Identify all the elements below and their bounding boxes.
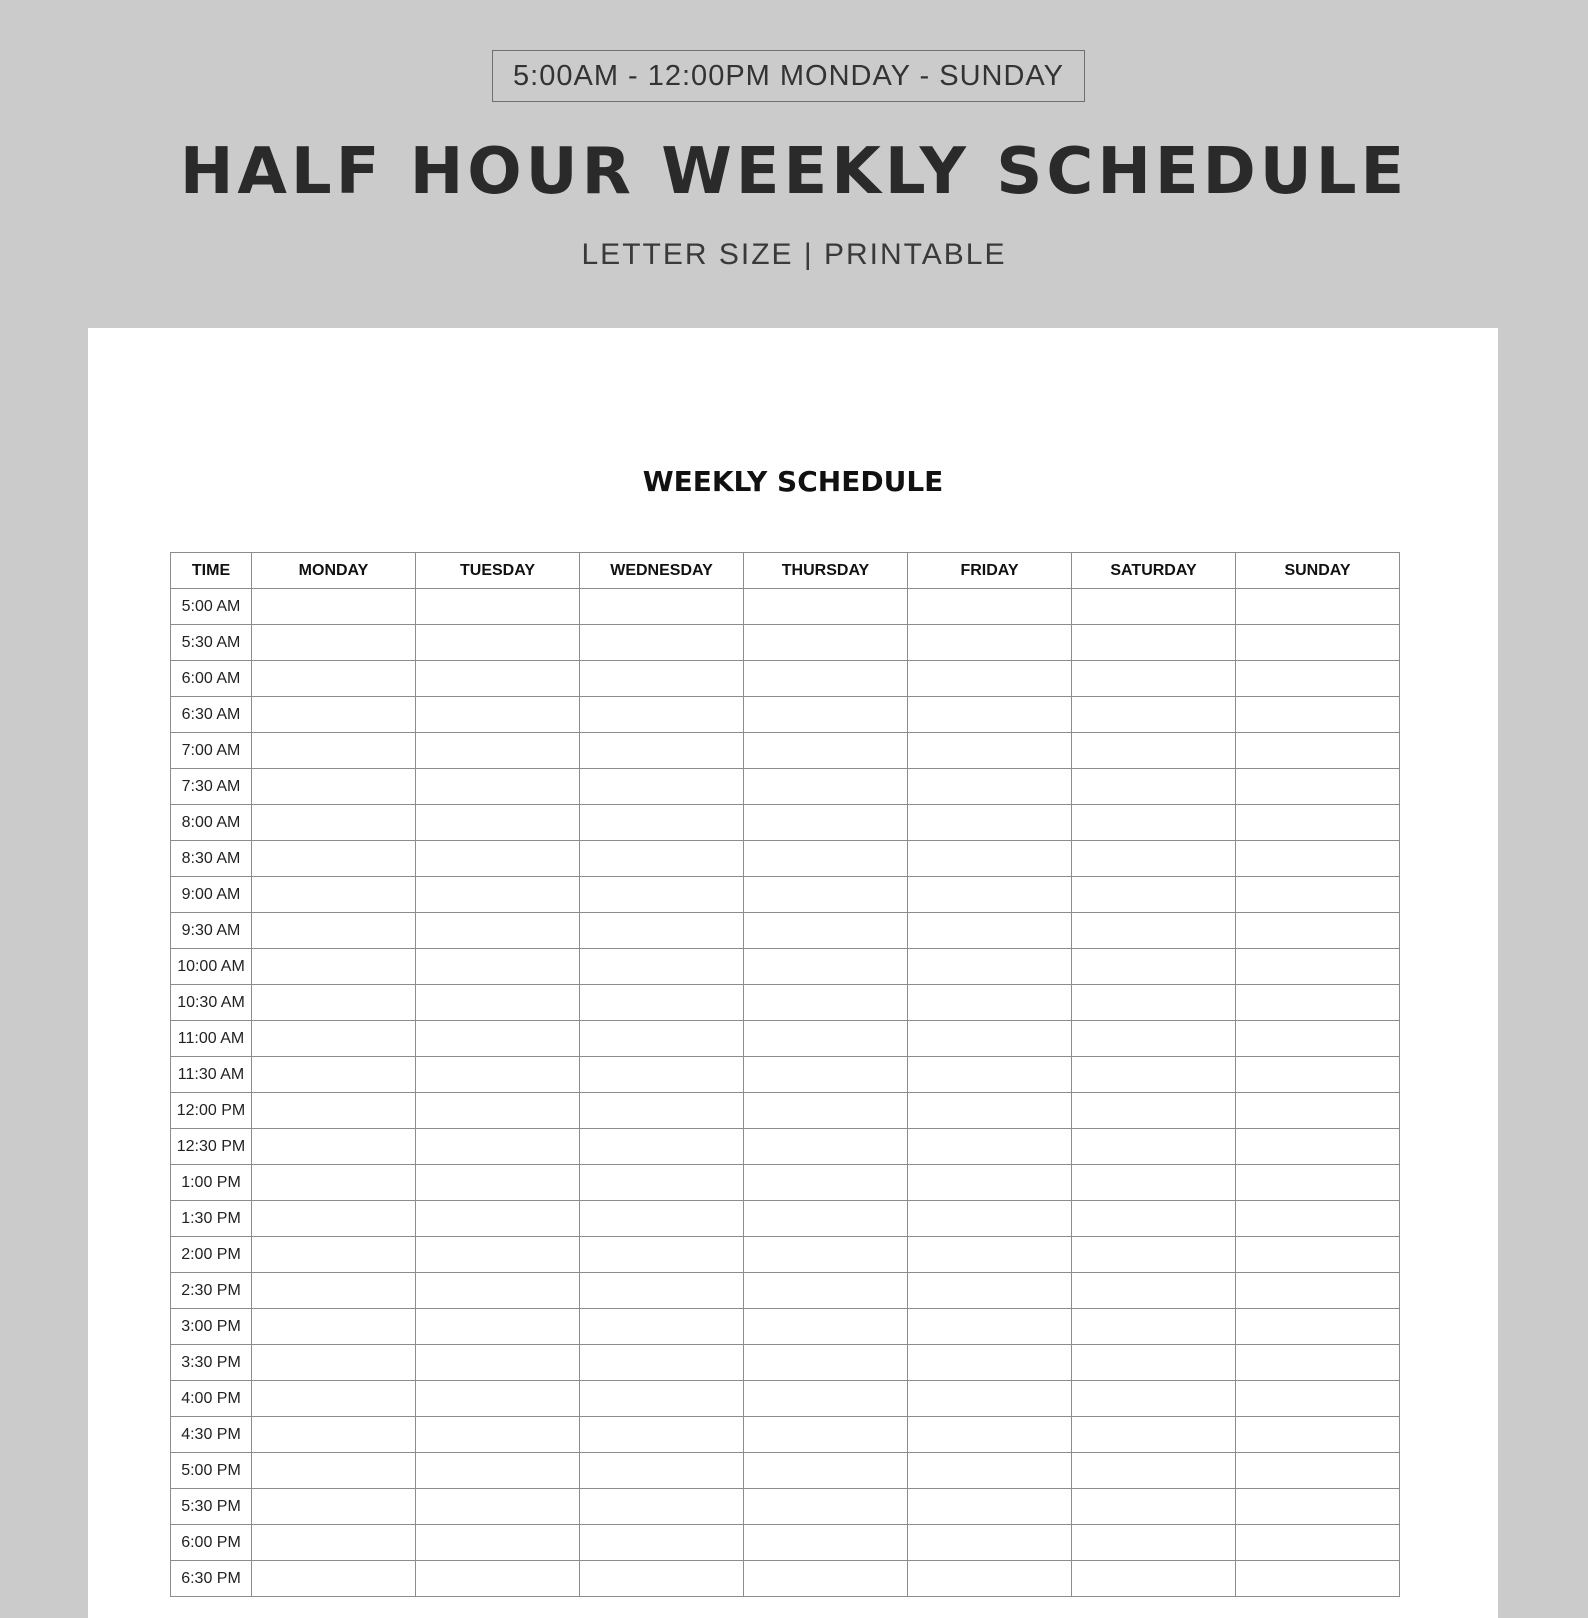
schedule-cell bbox=[416, 1489, 580, 1525]
schedule-cell bbox=[580, 697, 744, 733]
schedule-cell bbox=[416, 1165, 580, 1201]
table-row bbox=[171, 877, 1400, 913]
schedule-cell bbox=[744, 1309, 908, 1345]
schedule-cell bbox=[744, 1489, 908, 1525]
time-slot-label: 12:00 PM bbox=[171, 1093, 252, 1129]
schedule-cell bbox=[908, 805, 1072, 841]
schedule-cell bbox=[252, 805, 416, 841]
schedule-cell bbox=[580, 805, 744, 841]
schedule-cell bbox=[1072, 1093, 1236, 1129]
schedule-cell bbox=[744, 1561, 908, 1597]
schedule-cell bbox=[416, 1273, 580, 1309]
schedule-cell bbox=[580, 1453, 744, 1489]
schedule-cell bbox=[744, 661, 908, 697]
table-row bbox=[171, 769, 1400, 805]
time-slot-label: 9:30 AM bbox=[171, 913, 252, 949]
schedule-cell bbox=[908, 697, 1072, 733]
schedule-cell bbox=[580, 913, 744, 949]
schedule-cell bbox=[252, 1057, 416, 1093]
schedule-cell bbox=[416, 625, 580, 661]
schedule-cell bbox=[580, 1417, 744, 1453]
schedule-cell bbox=[1072, 769, 1236, 805]
schedule-cell bbox=[744, 697, 908, 733]
time-slot-label: 4:30 PM bbox=[171, 1417, 252, 1453]
schedule-cell bbox=[1072, 661, 1236, 697]
column-header-wednesday: WEDNESDAY bbox=[580, 553, 744, 589]
table-row bbox=[171, 1165, 1400, 1201]
time-slot-label: 11:30 AM bbox=[171, 1057, 252, 1093]
time-slot-label: 5:00 AM bbox=[171, 589, 252, 625]
schedule-cell bbox=[1072, 1561, 1236, 1597]
table-row bbox=[171, 1525, 1400, 1561]
schedule-cell bbox=[580, 1237, 744, 1273]
schedule-cell bbox=[744, 1057, 908, 1093]
table-row bbox=[171, 589, 1400, 625]
schedule-cell bbox=[744, 1453, 908, 1489]
schedule-cell bbox=[416, 1561, 580, 1597]
schedule-cell bbox=[252, 1309, 416, 1345]
schedule-cell bbox=[580, 1021, 744, 1057]
schedule-cell bbox=[1236, 661, 1400, 697]
time-slot-label: 6:30 AM bbox=[171, 697, 252, 733]
schedule-cell bbox=[744, 1021, 908, 1057]
schedule-cell bbox=[908, 625, 1072, 661]
schedule-cell bbox=[252, 1345, 416, 1381]
schedule-cell bbox=[1072, 949, 1236, 985]
schedule-table bbox=[170, 552, 1400, 1597]
schedule-cell bbox=[1072, 1237, 1236, 1273]
schedule-cell bbox=[1236, 1165, 1400, 1201]
schedule-cell bbox=[1236, 1417, 1400, 1453]
schedule-cell bbox=[908, 913, 1072, 949]
schedule-cell bbox=[416, 841, 580, 877]
schedule-cell bbox=[744, 949, 908, 985]
schedule-cell bbox=[908, 1381, 1072, 1417]
schedule-cell bbox=[580, 1561, 744, 1597]
schedule-cell bbox=[744, 985, 908, 1021]
schedule-cell bbox=[252, 661, 416, 697]
schedule-cell bbox=[252, 1021, 416, 1057]
schedule-cell bbox=[252, 985, 416, 1021]
column-header-thursday: THURSDAY bbox=[744, 553, 908, 589]
schedule-cell bbox=[744, 769, 908, 805]
schedule-cell bbox=[580, 949, 744, 985]
schedule-cell bbox=[580, 1525, 744, 1561]
schedule-cell bbox=[580, 1489, 744, 1525]
table-row bbox=[171, 1561, 1400, 1597]
table-row bbox=[171, 1273, 1400, 1309]
schedule-cell bbox=[908, 1129, 1072, 1165]
table-row bbox=[171, 985, 1400, 1021]
column-header-saturday: SATURDAY bbox=[1072, 553, 1236, 589]
schedule-cell bbox=[744, 913, 908, 949]
schedule-cell bbox=[908, 1453, 1072, 1489]
table-row bbox=[171, 625, 1400, 661]
schedule-cell bbox=[252, 1165, 416, 1201]
schedule-cell bbox=[580, 985, 744, 1021]
time-slot-label: 8:00 AM bbox=[171, 805, 252, 841]
time-slot-label: 5:30 PM bbox=[171, 1489, 252, 1525]
schedule-cell bbox=[1236, 1345, 1400, 1381]
table-row bbox=[171, 913, 1400, 949]
schedule-cell bbox=[1236, 1093, 1400, 1129]
page-title: HALF HOUR WEEKLY SCHEDULE bbox=[179, 135, 1409, 209]
schedule-cell bbox=[416, 1417, 580, 1453]
table-row bbox=[171, 805, 1400, 841]
schedule-cell bbox=[908, 1201, 1072, 1237]
schedule-cell bbox=[1072, 589, 1236, 625]
time-slot-label: 5:00 PM bbox=[171, 1453, 252, 1489]
schedule-cell bbox=[1072, 913, 1236, 949]
time-slot-label: 2:00 PM bbox=[171, 1237, 252, 1273]
schedule-cell bbox=[744, 1165, 908, 1201]
schedule-cell bbox=[744, 877, 908, 913]
time-slot-label: 6:00 PM bbox=[171, 1525, 252, 1561]
schedule-cell bbox=[744, 1417, 908, 1453]
table-row bbox=[171, 1453, 1400, 1489]
time-range-label: 5:00AM - 12:00PM MONDAY - SUNDAY bbox=[492, 50, 1085, 102]
table-row bbox=[171, 1381, 1400, 1417]
schedule-cell bbox=[252, 733, 416, 769]
time-slot-label: 4:00 PM bbox=[171, 1381, 252, 1417]
time-slot-label: 7:30 AM bbox=[171, 769, 252, 805]
table-row bbox=[171, 1345, 1400, 1381]
schedule-cell bbox=[416, 769, 580, 805]
schedule-cell bbox=[908, 841, 1072, 877]
schedule-cell bbox=[908, 985, 1072, 1021]
table-row bbox=[171, 661, 1400, 697]
schedule-cell bbox=[908, 733, 1072, 769]
schedule-cell bbox=[416, 1021, 580, 1057]
schedule-cell bbox=[1072, 841, 1236, 877]
schedule-cell bbox=[744, 1093, 908, 1129]
schedule-cell bbox=[1236, 769, 1400, 805]
schedule-cell bbox=[744, 841, 908, 877]
schedule-cell bbox=[580, 625, 744, 661]
schedule-cell bbox=[908, 1345, 1072, 1381]
time-slot-label: 9:00 AM bbox=[171, 877, 252, 913]
time-slot-label: 10:00 AM bbox=[171, 949, 252, 985]
schedule-cell bbox=[1072, 805, 1236, 841]
schedule-cell bbox=[1072, 1381, 1236, 1417]
schedule-cell bbox=[416, 985, 580, 1021]
schedule-cell bbox=[908, 1417, 1072, 1453]
sheet-title: WEEKLY SCHEDULE bbox=[642, 465, 944, 498]
schedule-cell bbox=[252, 625, 416, 661]
schedule-cell bbox=[1072, 1345, 1236, 1381]
schedule-cell bbox=[580, 1273, 744, 1309]
schedule-sheet bbox=[88, 328, 1498, 1618]
time-slot-label: 5:30 AM bbox=[171, 625, 252, 661]
schedule-cell bbox=[416, 1525, 580, 1561]
schedule-cell bbox=[1236, 1309, 1400, 1345]
schedule-cell bbox=[744, 1273, 908, 1309]
schedule-cell bbox=[252, 697, 416, 733]
schedule-cell bbox=[252, 1273, 416, 1309]
schedule-cell bbox=[416, 1309, 580, 1345]
schedule-cell bbox=[1072, 1273, 1236, 1309]
schedule-cell bbox=[1072, 697, 1236, 733]
schedule-cell bbox=[1236, 877, 1400, 913]
schedule-cell bbox=[908, 949, 1072, 985]
schedule-cell bbox=[1072, 1525, 1236, 1561]
table-row bbox=[171, 1489, 1400, 1525]
time-slot-label: 12:30 PM bbox=[171, 1129, 252, 1165]
schedule-cell bbox=[908, 1237, 1072, 1273]
table-row bbox=[171, 1129, 1400, 1165]
schedule-cell bbox=[908, 769, 1072, 805]
schedule-cell bbox=[416, 1057, 580, 1093]
schedule-cell bbox=[908, 877, 1072, 913]
schedule-cell bbox=[252, 877, 416, 913]
schedule-cell bbox=[580, 1201, 744, 1237]
table-row bbox=[171, 1237, 1400, 1273]
schedule-cell bbox=[580, 1309, 744, 1345]
table-row bbox=[171, 1201, 1400, 1237]
schedule-cell bbox=[252, 589, 416, 625]
schedule-cell bbox=[1236, 733, 1400, 769]
schedule-cell bbox=[744, 1237, 908, 1273]
schedule-cell bbox=[744, 589, 908, 625]
schedule-cell bbox=[744, 1345, 908, 1381]
table-row bbox=[171, 841, 1400, 877]
schedule-cell bbox=[908, 1057, 1072, 1093]
schedule-cell bbox=[908, 1489, 1072, 1525]
table-row bbox=[171, 697, 1400, 733]
schedule-cell bbox=[252, 1381, 416, 1417]
schedule-cell bbox=[1236, 1453, 1400, 1489]
table-row bbox=[171, 1021, 1400, 1057]
schedule-cell bbox=[908, 1165, 1072, 1201]
schedule-cell bbox=[416, 1345, 580, 1381]
schedule-cell bbox=[1236, 1273, 1400, 1309]
schedule-cell bbox=[1236, 841, 1400, 877]
table-row bbox=[171, 1093, 1400, 1129]
schedule-cell bbox=[1072, 733, 1236, 769]
schedule-cell bbox=[1236, 1021, 1400, 1057]
table-row bbox=[171, 1057, 1400, 1093]
schedule-cell bbox=[1072, 625, 1236, 661]
schedule-cell bbox=[580, 841, 744, 877]
schedule-cell bbox=[252, 949, 416, 985]
table-row bbox=[171, 733, 1400, 769]
schedule-cell bbox=[416, 1129, 580, 1165]
schedule-cell bbox=[416, 877, 580, 913]
schedule-cell bbox=[908, 661, 1072, 697]
schedule-cell bbox=[252, 1453, 416, 1489]
schedule-cell bbox=[1072, 1201, 1236, 1237]
schedule-cell bbox=[416, 1237, 580, 1273]
schedule-cell bbox=[416, 949, 580, 985]
schedule-cell bbox=[252, 769, 416, 805]
column-header-time: TIME bbox=[171, 553, 252, 589]
schedule-cell bbox=[744, 1525, 908, 1561]
schedule-cell bbox=[252, 841, 416, 877]
schedule-cell bbox=[580, 1165, 744, 1201]
schedule-cell bbox=[1236, 985, 1400, 1021]
schedule-cell bbox=[416, 1093, 580, 1129]
schedule-cell bbox=[252, 1561, 416, 1597]
schedule-cell bbox=[744, 1201, 908, 1237]
schedule-cell bbox=[580, 1129, 744, 1165]
column-header-sunday: SUNDAY bbox=[1236, 553, 1400, 589]
schedule-cell bbox=[1072, 985, 1236, 1021]
schedule-cell bbox=[1072, 1417, 1236, 1453]
time-slot-label: 7:00 AM bbox=[171, 733, 252, 769]
time-slot-label: 8:30 AM bbox=[171, 841, 252, 877]
time-slot-label: 2:30 PM bbox=[171, 1273, 252, 1309]
schedule-cell bbox=[744, 625, 908, 661]
schedule-cell bbox=[252, 1201, 416, 1237]
schedule-cell bbox=[1072, 1021, 1236, 1057]
schedule-cell bbox=[908, 1561, 1072, 1597]
schedule-cell bbox=[1236, 805, 1400, 841]
schedule-cell bbox=[1236, 1201, 1400, 1237]
schedule-cell bbox=[1236, 1561, 1400, 1597]
schedule-cell bbox=[1236, 697, 1400, 733]
schedule-cell bbox=[1072, 1489, 1236, 1525]
schedule-cell bbox=[416, 913, 580, 949]
schedule-cell bbox=[580, 1057, 744, 1093]
schedule-cell bbox=[252, 913, 416, 949]
column-header-friday: FRIDAY bbox=[908, 553, 1072, 589]
schedule-cell bbox=[1236, 949, 1400, 985]
time-slot-label: 3:30 PM bbox=[171, 1345, 252, 1381]
table-row bbox=[171, 1309, 1400, 1345]
schedule-cell bbox=[1072, 1129, 1236, 1165]
schedule-cell bbox=[1236, 1489, 1400, 1525]
schedule-cell bbox=[580, 1093, 744, 1129]
schedule-cell bbox=[416, 589, 580, 625]
schedule-cell bbox=[908, 589, 1072, 625]
schedule-cell bbox=[908, 1093, 1072, 1129]
time-slot-label: 1:00 PM bbox=[171, 1165, 252, 1201]
schedule-cell bbox=[252, 1417, 416, 1453]
schedule-cell bbox=[416, 1201, 580, 1237]
schedule-cell bbox=[416, 733, 580, 769]
schedule-cell bbox=[416, 661, 580, 697]
schedule-cell bbox=[252, 1129, 416, 1165]
schedule-cell bbox=[1072, 1453, 1236, 1489]
schedule-cell bbox=[744, 1381, 908, 1417]
schedule-cell bbox=[1236, 913, 1400, 949]
column-header-monday: MONDAY bbox=[252, 553, 416, 589]
time-slot-label: 6:00 AM bbox=[171, 661, 252, 697]
schedule-cell bbox=[1236, 1525, 1400, 1561]
schedule-cell bbox=[416, 805, 580, 841]
schedule-cell bbox=[580, 877, 744, 913]
schedule-cell bbox=[1072, 1165, 1236, 1201]
schedule-cell bbox=[580, 769, 744, 805]
schedule-cell bbox=[1072, 1309, 1236, 1345]
schedule-cell bbox=[1236, 1057, 1400, 1093]
schedule-cell bbox=[1236, 625, 1400, 661]
schedule-cell bbox=[252, 1525, 416, 1561]
schedule-cell bbox=[744, 733, 908, 769]
schedule-cell bbox=[908, 1273, 1072, 1309]
schedule-cell bbox=[580, 1381, 744, 1417]
schedule-cell bbox=[580, 589, 744, 625]
schedule-cell bbox=[744, 1129, 908, 1165]
schedule-cell bbox=[252, 1093, 416, 1129]
schedule-cell bbox=[1236, 1237, 1400, 1273]
schedule-cell bbox=[1072, 877, 1236, 913]
column-header-tuesday: TUESDAY bbox=[416, 553, 580, 589]
header-row bbox=[171, 553, 1400, 589]
schedule-cell bbox=[580, 661, 744, 697]
table-row bbox=[171, 949, 1400, 985]
time-slot-label: 1:30 PM bbox=[171, 1201, 252, 1237]
schedule-cell bbox=[252, 1489, 416, 1525]
time-slot-label: 10:30 AM bbox=[171, 985, 252, 1021]
page-subtitle: LETTER SIZE | PRINTABLE bbox=[581, 238, 1007, 271]
schedule-cell bbox=[908, 1021, 1072, 1057]
schedule-cell bbox=[908, 1309, 1072, 1345]
time-slot-label: 11:00 AM bbox=[171, 1021, 252, 1057]
schedule-cell bbox=[1236, 1129, 1400, 1165]
schedule-cell bbox=[416, 1381, 580, 1417]
time-slot-label: 3:00 PM bbox=[171, 1309, 252, 1345]
schedule-cell bbox=[416, 1453, 580, 1489]
table-row bbox=[171, 1417, 1400, 1453]
schedule-cell bbox=[908, 1525, 1072, 1561]
schedule-cell bbox=[580, 733, 744, 769]
schedule-cell bbox=[1236, 589, 1400, 625]
schedule-cell bbox=[580, 1345, 744, 1381]
schedule-cell bbox=[1236, 1381, 1400, 1417]
schedule-cell bbox=[416, 697, 580, 733]
schedule-cell bbox=[744, 805, 908, 841]
schedule-cell bbox=[1072, 1057, 1236, 1093]
schedule-cell bbox=[252, 1237, 416, 1273]
time-slot-label: 6:30 PM bbox=[171, 1561, 252, 1597]
